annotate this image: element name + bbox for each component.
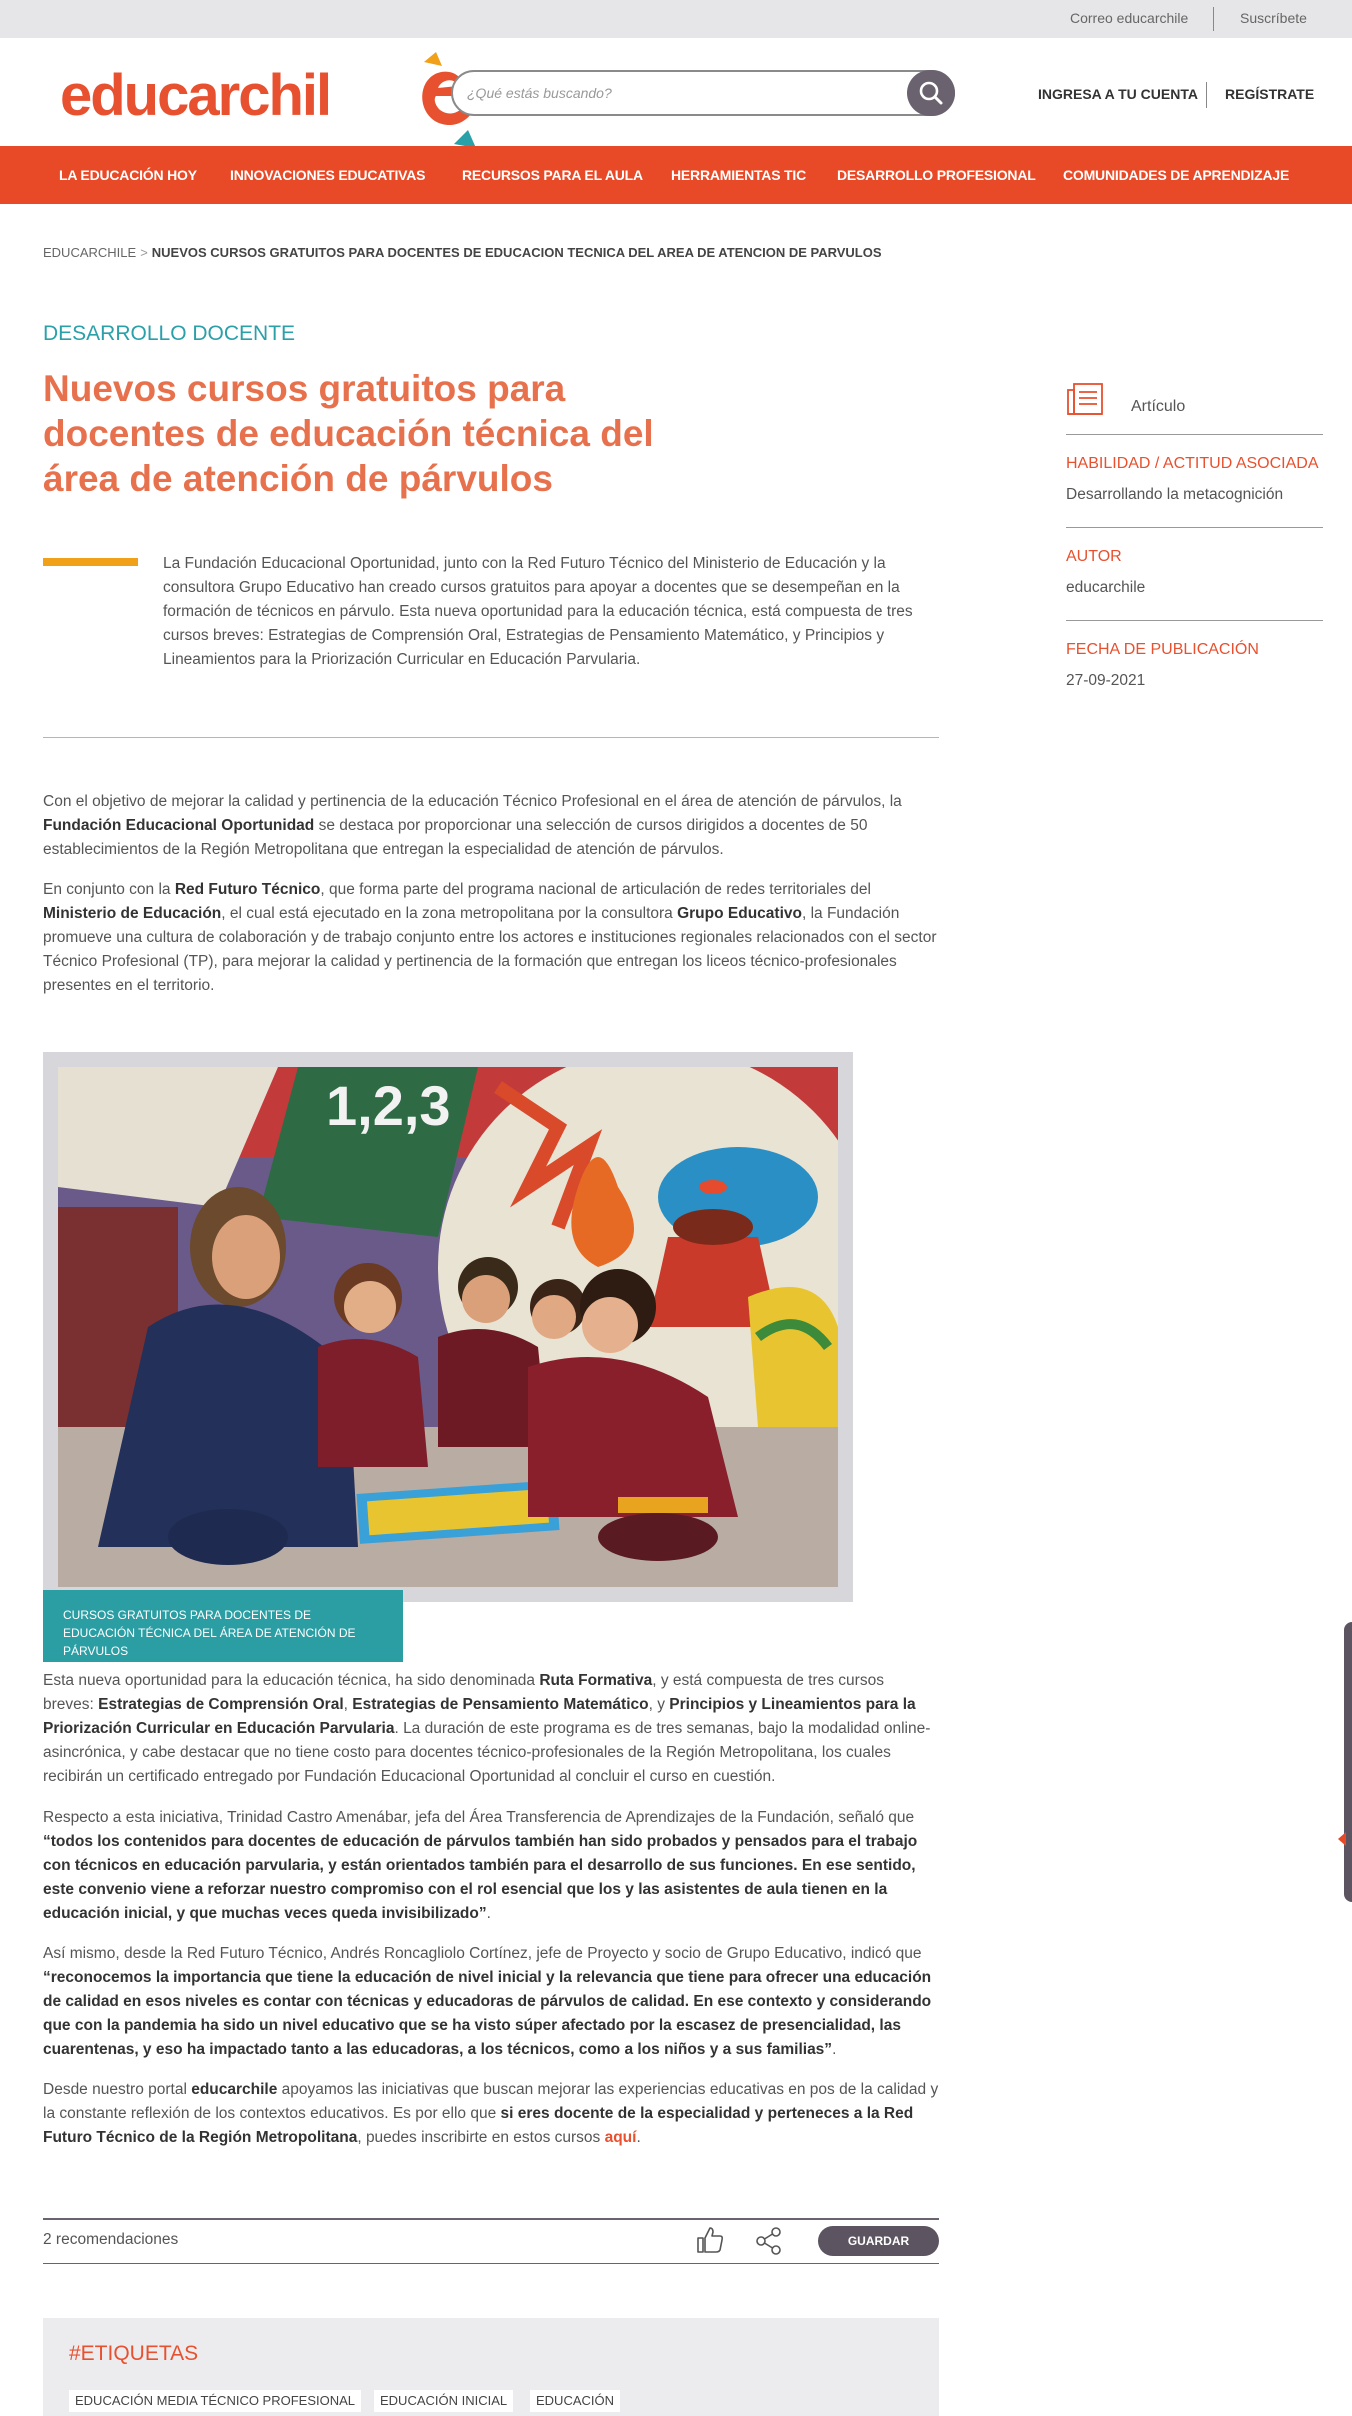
search-input[interactable]	[467, 82, 887, 104]
article-category[interactable]: DESARROLLO DOCENTE	[43, 322, 296, 345]
tags-title: #ETIQUETAS	[69, 2342, 199, 2365]
image-caption: CURSOS GRATUITOS PARA DOCENTES DE EDUCACIÓN TÉCNICA DEL ÁREA DE ATENCIÓN DE PÁRVULOS	[43, 1590, 403, 1662]
thumbs-up-icon[interactable]	[694, 2224, 726, 2256]
tag-item[interactable]: EDUCACIÓN	[530, 2390, 620, 2412]
article-image	[58, 1067, 838, 1587]
mail-link[interactable]: Correo educarchile	[1070, 10, 1189, 26]
lead-accent-bar	[43, 558, 138, 566]
skill-value[interactable]: Desarrollando la metacognición	[1066, 486, 1284, 503]
tags-section	[43, 2318, 939, 2416]
tag-item[interactable]: EDUCACIÓN INICIAL	[374, 2390, 513, 2412]
article-lead: La Fundación Educacional Oportunidad, junto con la Red Futuro Técnico del Ministerio de Educación y la consultora Grupo Educativo han creado cursos gratuitos para apoyar a docentes que se desempeñan en la formación de técnicos en párvulo. Esta nueva oportunidad para la educación técnica, está compuesta de tres cursos breves: Estrategias de Comprensión Oral, Estrategias de Pensamiento Matemático, y Principios y Lineamientos para la Priorización Curricular en Educación Parvularia.	[163, 555, 913, 668]
logo-text: educarchil	[60, 63, 331, 128]
site-logo[interactable]	[60, 63, 331, 128]
search-box	[451, 70, 955, 116]
nav-item-innovations[interactable]: INNOVACIONES EDUCATIVAS	[230, 167, 426, 183]
skill-label: HABILIDAD / ACTITUD ASOCIADA	[1066, 455, 1319, 472]
site-header	[0, 38, 1352, 146]
chevron-left-icon[interactable]	[1338, 1832, 1346, 1846]
article-image-frame	[43, 1052, 853, 1602]
header-separator	[1206, 82, 1207, 108]
actions-divider-bottom	[43, 2263, 939, 2264]
paragraph-2: En conjunto con la Red Futuro Técnico, que forma parte del programa nacional de articulación de redes territoriales del Ministerio de Educación, el cual está ejecutado en la zona metropolitana por la consultora Grupo Educativo, la Fundación promueve una cultura de colaboración y de trabajo conjunto entre los actores e instituciones regionales relacionados con el sector Técnico Profesional (TP), para mejorar la calidad y pertinencia de la formación que entregan los liceos técnico-profesionales presentes en el territorio.	[43, 881, 937, 994]
content-type: Artículo	[1131, 398, 1186, 415]
sidebar-divider	[1066, 620, 1323, 621]
search-button[interactable]	[907, 70, 955, 116]
paragraph-6: Desde nuestro portal educarchile apoyamos las iniciativas que buscan mejorar las experiencias educativas en pos de la calidad y la constante reflexión de los contextos educativos. Es por ello que si eres docente de la especialidad y perteneces a la Red Futuro Técnico de la Región Metropolitana, puedes inscribirte en estos cursos aquí.	[43, 2081, 939, 2146]
top-utility-bar	[0, 0, 1352, 38]
sidebar-divider	[1066, 434, 1323, 435]
main-nav	[0, 146, 1352, 204]
svg-text:1,2,3: 1,2,3	[326, 1074, 451, 1137]
nav-item-professional-development[interactable]: DESARROLLO PROFESIONAL	[837, 167, 1036, 183]
nav-item-education-today[interactable]: LA EDUCACIÓN HOY	[59, 167, 197, 183]
nav-item-learning-communities[interactable]: COMUNIDADES DE APRENDIZAJE	[1063, 167, 1290, 183]
breadcrumb	[43, 245, 882, 260]
article-icon	[1066, 380, 1106, 420]
chevron-right-icon: >	[140, 245, 148, 260]
save-button[interactable]: GUARDAR	[818, 2226, 939, 2256]
sidebar-divider	[1066, 527, 1323, 528]
signup-link[interactable]: aquí	[604, 2129, 637, 2146]
author-label: AUTOR	[1066, 548, 1122, 565]
paragraph-1: Con el objetivo de mejorar la calidad y pertinencia de la educación Técnico Profesional en el área de atención de párvulos, la Fundación Educacional Oportunidad se destaca por proporcionar una selección de cursos dirigidos a docentes de 50 establecimientos de la Región Metropolitana que entregan la especialidad de atención de párvulos.	[43, 793, 902, 858]
lead-divider	[43, 737, 939, 738]
search-icon	[907, 70, 955, 116]
register-link[interactable]: REGÍSTRATE	[1225, 86, 1315, 102]
subscribe-link[interactable]: Suscríbete	[1240, 10, 1307, 26]
paragraph-4: Respecto a esta iniciativa, Trinidad Castro Amenábar, jefa del Área Transferencia de Aprendizajes de la Fundación, señaló que “todos los contenidos para docentes de educación de párvulos también han sido probados y pensados para el trabajo con técnicos en educación parvularia, y están orientados también para el desarrollo de sus funciones. En ese sentido, este convenio viene a reforzar nuestro compromiso con el rol esencial que los y las asistentes de aula tienen en la educación inicial, y que muchas veces queda invisibilizado”.	[43, 1809, 918, 1922]
login-link[interactable]: INGRESA A TU CUENTA	[1038, 86, 1198, 102]
nav-item-classroom-resources[interactable]: RECURSOS PARA EL AULA	[462, 167, 643, 183]
author-value: educarchile	[1066, 579, 1146, 596]
date-label: FECHA DE PUBLICACIÓN	[1066, 641, 1259, 658]
article-title: Nuevos cursos gratuitos para docentes de educación técnica del área de atención de párvulos	[43, 368, 654, 499]
date-value: 27-09-2021	[1066, 672, 1146, 689]
topbar-separator	[1213, 7, 1214, 31]
breadcrumb-home[interactable]: EDUCARCHILE	[43, 245, 137, 260]
paragraph-3: Esta nueva oportunidad para la educación técnica, ha sido denominada Ruta Formativa, y está compuesta de tres cursos breves: Estrategias de Comprensión Oral, Estrategias de Pensamiento Matemático, y Principios y Lineamientos para la Priorización Curricular en Educación Parvularia. La duración de este programa es de tres semanas, bajo la modalidad online-asincrónica, y cabe destacar que no tiene costo para docentes técnico-profesionales de la Región Metropolitana, los cuales recibirán un certificado entregado por Fundación Educacional Oportunidad al concluir el curso en cuestión.	[43, 1672, 931, 1785]
actions-divider-top	[43, 2218, 939, 2220]
tag-item[interactable]: EDUCACIÓN MEDIA TÉCNICO PROFESIONAL	[69, 2390, 361, 2412]
share-icon[interactable]	[754, 2226, 784, 2256]
recommendations-count: 2 recomendaciones	[43, 2231, 179, 2248]
paragraph-5: Así mismo, desde la Red Futuro Técnico, Andrés Roncagliolo Cortínez, jefe de Proyecto y socio de Grupo Educativo, indicó que “reconocemos la importancia que tiene la educación de nivel inicial y la relevancia que tiene para ofrecer una educación de calidad en esos niveles es contar con técnicas y educadoras de párvulos de calidad. En ese contexto y considerando que con la pandemia ha sido un nivel educativo que se ha visto súper afectado por la escasez de presencialidad, las cuarentenas, y eso ha impactado tanto a las educadoras, a los técnicos, como a los niños y a sus familias”.	[43, 1945, 932, 2058]
breadcrumb-current: NUEVOS CURSOS GRATUITOS PARA DOCENTES DE EDUCACION TECNICA DEL AREA DE ATENCION DE PARVULOS	[151, 245, 882, 260]
floating-side-tab[interactable]	[1344, 1622, 1352, 1902]
nav-item-tic-tools[interactable]: HERRAMIENTAS TIC	[671, 167, 806, 183]
